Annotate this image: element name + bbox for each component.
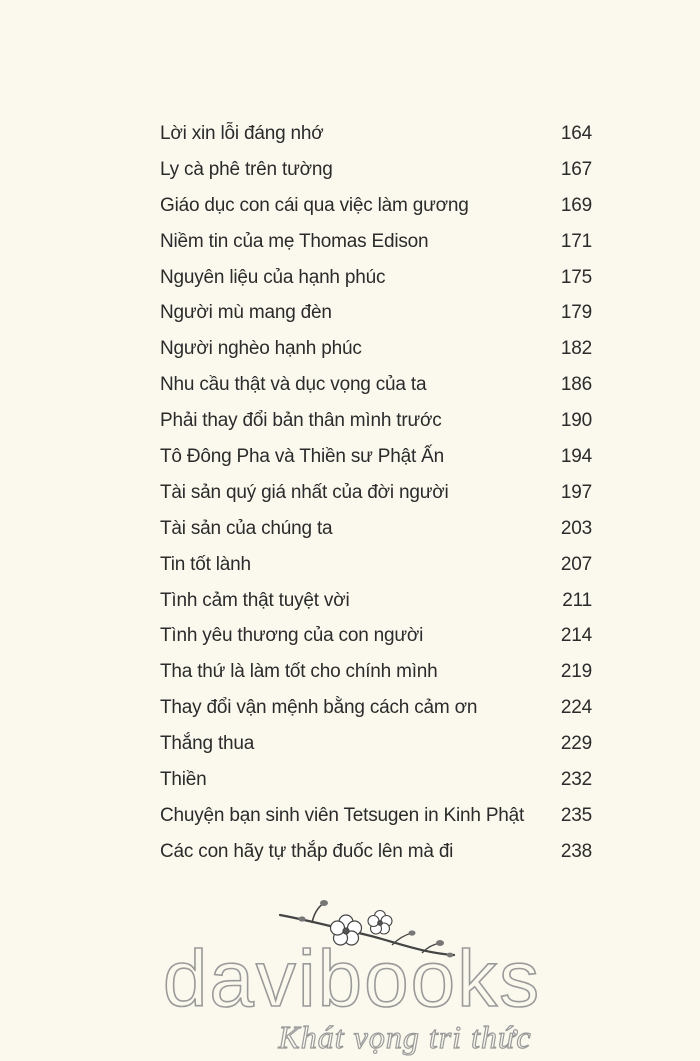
- toc-entry: [160, 116, 592, 152]
- toc-entry: [160, 475, 592, 511]
- toc-entry: [160, 618, 592, 654]
- toc-entry-page: 197: [560, 481, 592, 503]
- toc-entry-page: 232: [560, 769, 592, 791]
- toc-entry-title: Nguyên liệu của hạnh phúc: [160, 266, 386, 288]
- toc-entry-page: 190: [560, 410, 592, 432]
- table-of-contents: [160, 116, 592, 870]
- toc-entry-page: 169: [560, 194, 592, 216]
- toc-entry: [160, 654, 592, 690]
- toc-entry: [160, 511, 592, 547]
- toc-entry-page: 219: [560, 661, 592, 683]
- toc-entry-title: Người mù mang đèn: [160, 302, 332, 324]
- toc-entry-title: Thiền: [160, 769, 207, 791]
- toc-entry-title: Phải thay đổi bản thân mình trước: [160, 410, 442, 432]
- toc-entry-title: Tha thứ là làm tốt cho chính mình: [160, 661, 438, 683]
- toc-entry-page: 235: [560, 804, 592, 826]
- toc-entry-title: Tin tốt lành: [160, 553, 251, 575]
- toc-entry-title: Người nghèo hạnh phúc: [160, 338, 362, 360]
- toc-entry-title: Lời xin lỗi đáng nhớ: [160, 123, 324, 144]
- toc-entry: [160, 547, 592, 583]
- toc-entry-title: Các con hãy tự thắp đuốc lên mà đi: [160, 840, 454, 862]
- toc-entry-title: Tài sản quý giá nhất của đời người: [160, 481, 449, 503]
- toc-entry-title: Tô Đông Pha và Thiền sư Phật Ấn: [160, 446, 444, 468]
- toc-entry-page: 167: [560, 158, 592, 180]
- toc-entry-title: Thắng thua: [160, 733, 255, 755]
- watermark-brand: davibooks: [162, 934, 542, 1023]
- toc-entry: [160, 188, 592, 224]
- toc-entry: [160, 224, 592, 260]
- toc-entry-page: 171: [560, 230, 592, 252]
- toc-entry-page: 186: [560, 374, 592, 396]
- toc-entry-title: Tình cảm thật tuyệt vời: [160, 589, 350, 611]
- watermark-tagline: Khát vọng tri thức: [278, 1019, 532, 1055]
- toc-entry-title: Tài sản của chúng ta: [160, 517, 333, 539]
- watermark: [0, 920, 700, 1061]
- toc-entry-page: 179: [560, 302, 592, 324]
- toc-entry: [160, 331, 592, 367]
- toc-entry: [160, 583, 592, 619]
- toc-entry: [160, 726, 592, 762]
- toc-entry-page: 182: [560, 338, 592, 360]
- toc-entry-page: 229: [560, 733, 592, 755]
- toc-entry-page: 214: [560, 625, 592, 647]
- toc-entry-title: Niềm tin của mẹ Thomas Edison: [160, 230, 429, 252]
- toc-entry-page: 194: [560, 446, 592, 468]
- toc-entry: [160, 762, 592, 798]
- toc-entry: [160, 690, 592, 726]
- toc-entry: [160, 834, 592, 870]
- toc-entry-title: Thay đổi vận mệnh bằng cách cảm ơn: [160, 697, 478, 719]
- toc-entry: [160, 152, 592, 188]
- toc-entry-page: 203: [560, 517, 592, 539]
- toc-entry: [160, 798, 592, 834]
- toc-entry-title: Ly cà phê trên tường: [160, 158, 333, 180]
- toc-entry: [160, 403, 592, 439]
- toc-entry-title: Giáo dục con cái qua việc làm gương: [160, 194, 469, 216]
- toc-entry-page: 238: [560, 840, 592, 862]
- toc-entry-title: Nhu cầu thật và dục vọng của ta: [160, 374, 427, 396]
- toc-entry-page: 211: [562, 589, 592, 611]
- toc-entry-page: 224: [560, 697, 592, 719]
- toc-entry-page: 175: [560, 266, 592, 288]
- toc-entry-title: Chuyện bạn sinh viên Tetsugen in Kinh Phật: [160, 804, 525, 826]
- toc-entry-title: Tình yêu thương của con người: [160, 625, 424, 647]
- toc-entry: [160, 367, 592, 403]
- toc-entry: [160, 439, 592, 475]
- toc-entry: [160, 295, 592, 331]
- toc-entry-page: 207: [560, 553, 592, 575]
- toc-entry-page: 164: [560, 123, 592, 144]
- toc-entry: [160, 260, 592, 296]
